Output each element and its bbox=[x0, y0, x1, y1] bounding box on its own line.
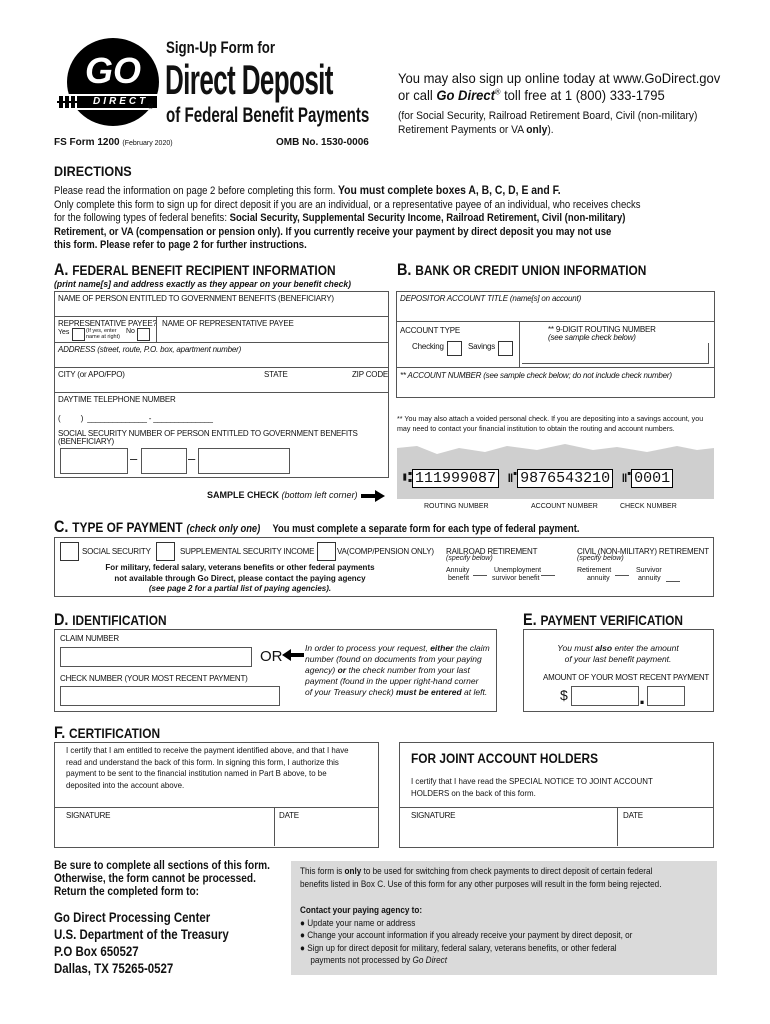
section-f-title: CERTIFICATION bbox=[69, 725, 161, 741]
amount-decimal: . bbox=[639, 684, 646, 709]
railroad-specify: (specify below) bbox=[446, 555, 493, 562]
signature-label: SIGNATURE bbox=[66, 811, 111, 820]
military-note-2: not available through Go Direct, please contact the paying agency bbox=[114, 573, 366, 583]
contact-agency bbox=[300, 905, 632, 968]
online-note2 bbox=[398, 124, 554, 136]
rr-unemp-field[interactable] bbox=[541, 575, 555, 576]
rep-no-label: No bbox=[126, 328, 135, 335]
bullet-icon: ● bbox=[300, 930, 308, 941]
rr-annuity-field[interactable] bbox=[473, 575, 487, 576]
va-label: VA(COMP/PENSION ONLY) bbox=[337, 547, 434, 556]
depositor-title-field[interactable] bbox=[396, 321, 714, 322]
address-line-2: U.S. Department of the Treasury bbox=[54, 927, 229, 942]
footer-line-1: Be sure to complete all sections of this form. bbox=[54, 860, 270, 872]
state-label: STATE bbox=[264, 370, 288, 379]
online-or-call: or call bbox=[398, 87, 437, 103]
directions-p3a: for the following types of federal benefits: bbox=[54, 212, 230, 225]
ssn-dash2: – bbox=[188, 451, 196, 466]
section-a-subtitle: (print name[s] and address exactly as they appear on your benefit check) bbox=[54, 279, 351, 290]
cert-line-3: payment to be sent to the financial institution named in Part B above, to be bbox=[66, 768, 327, 778]
amount-dollars-field[interactable] bbox=[571, 686, 639, 706]
footer-line-2: Otherwise, the form cannot be processed. bbox=[54, 873, 256, 885]
check-micr-line bbox=[403, 470, 673, 487]
section-a-letter: A. bbox=[54, 260, 69, 279]
contact-item-1-text: Update your name or address bbox=[307, 917, 416, 929]
id-note-3b: or bbox=[337, 665, 347, 675]
arrow-left-icon bbox=[282, 648, 304, 666]
zip-label: ZIP CODE bbox=[352, 370, 389, 379]
go-direct-logo bbox=[55, 36, 165, 128]
rep-payee-row-line bbox=[54, 342, 388, 343]
bullet-icon: ● bbox=[300, 942, 308, 954]
id-note-3a: agency) bbox=[305, 665, 338, 675]
section-c-letter: C. bbox=[54, 517, 69, 536]
sample-check-label bbox=[207, 490, 358, 500]
check-routing-value: 111999087 bbox=[412, 469, 499, 488]
military-note-1: For military, federal salary, veterans benefits or other federal payments bbox=[105, 563, 375, 572]
contact-heading: Contact your paying agency to: bbox=[300, 905, 423, 916]
directions-line5: this form. Please refer to page 2 for further instructions. bbox=[54, 239, 307, 252]
date-field[interactable] bbox=[276, 822, 376, 844]
caption-check: CHECK NUMBER bbox=[620, 503, 677, 510]
ssn-part2[interactable] bbox=[141, 448, 187, 474]
rep-divider bbox=[156, 316, 157, 342]
section-e-letter: E. bbox=[523, 610, 537, 629]
phone-field[interactable]: ( ) ______________ - ______________ bbox=[58, 414, 213, 423]
section-e-header bbox=[523, 610, 683, 630]
routing-divider bbox=[519, 321, 520, 367]
address-line-1: Go Direct Processing Center bbox=[54, 910, 211, 925]
social-security-checkbox[interactable] bbox=[60, 542, 79, 561]
logo-direct-text: DIRECT bbox=[93, 96, 149, 107]
directions-body bbox=[54, 184, 641, 253]
title-line1: Sign-Up Form for bbox=[166, 38, 276, 57]
ssn-part3[interactable] bbox=[198, 448, 290, 474]
rr-benefit-label: benefit bbox=[448, 575, 470, 582]
mailing-address bbox=[54, 909, 229, 977]
omb-number: OMB No. 1530-0006 bbox=[276, 137, 369, 148]
rep-no-checkbox[interactable] bbox=[137, 328, 150, 341]
city-row-line bbox=[54, 392, 388, 393]
online-reg: ® bbox=[494, 87, 501, 97]
civ-retire-field[interactable] bbox=[615, 575, 629, 576]
online-note1: (for Social Security, Railroad Retirement Board, Civil (non-military) bbox=[398, 110, 698, 122]
micr-symbol-2: ⑈ bbox=[508, 470, 518, 487]
online-line1: You may also sign up online today at www.GoDirect.gov bbox=[398, 70, 721, 86]
rep-yes-checkbox[interactable] bbox=[72, 328, 85, 341]
joint-signature-label: SIGNATURE bbox=[411, 811, 456, 820]
amount-cents-field[interactable] bbox=[647, 686, 685, 706]
contact-go-direct: Go Direct bbox=[412, 955, 448, 966]
section-d-letter: D. bbox=[54, 610, 69, 629]
check-number-value: 0001 bbox=[631, 469, 673, 488]
arrow-right-icon bbox=[361, 489, 385, 507]
sample-check-image bbox=[397, 440, 714, 499]
railroad-label: RAILROAD RETIREMENT bbox=[446, 547, 538, 556]
joint-text bbox=[411, 776, 653, 799]
joint-date-field[interactable] bbox=[619, 822, 711, 844]
pv-note-1 bbox=[523, 643, 713, 654]
online-note2-only: only bbox=[526, 124, 548, 136]
section-c-title: TYPE OF PAYMENT bbox=[72, 519, 183, 535]
beneficiary-name-field[interactable] bbox=[54, 316, 388, 317]
contact-item-3-text: Sign up for direct deposit for military, federal salary, veterans benefits, or other federal bbox=[307, 942, 617, 954]
section-f-letter: F. bbox=[54, 723, 66, 742]
section-b-letter: B. bbox=[397, 260, 412, 279]
sample-check-text: SAMPLE CHECK bbox=[207, 490, 280, 500]
directions-line1 bbox=[54, 184, 641, 199]
account-number-label: ** ACCOUNT NUMBER (see sample check below; do not include check number) bbox=[400, 371, 672, 380]
section-b-title: BANK OR CREDIT UNION INFORMATION bbox=[415, 262, 647, 278]
contact-item-2 bbox=[300, 930, 632, 943]
routing-label: ** 9-DIGIT ROUTING NUMBER bbox=[548, 325, 656, 334]
amount-label: AMOUNT OF YOUR MOST RECENT PAYMENT bbox=[543, 673, 710, 682]
id-note-1c: the claim bbox=[453, 643, 490, 653]
identification-note bbox=[305, 643, 490, 698]
date-label: DATE bbox=[279, 811, 299, 820]
rep-yes-note: (If yes, enter name at right) bbox=[86, 328, 120, 340]
online-note2-a: Retirement Payments or VA bbox=[398, 124, 527, 136]
joint-line-2: HOLDERS on the back of this form. bbox=[411, 787, 536, 798]
notice-1a: This form is bbox=[300, 866, 345, 877]
directions-heading: DIRECTIONS bbox=[54, 163, 132, 179]
civil-label: CIVIL (NON-MILITARY) RETIREMENT bbox=[577, 547, 709, 556]
section-c-note: You must complete a separate form for each type of federal payment. bbox=[272, 523, 580, 535]
rr-unemp-label: Unemployment bbox=[494, 567, 542, 574]
pv-note-1b: also bbox=[595, 643, 613, 653]
online-go-direct: Go Direct bbox=[436, 87, 495, 103]
checking-label: Checking bbox=[412, 342, 444, 351]
contact-item-3b bbox=[300, 955, 632, 968]
rep-payee-name-label: NAME OF REPRESENTATIVE PAYEE bbox=[162, 319, 294, 328]
payment-verify-note bbox=[523, 643, 713, 665]
cert-sig-divider bbox=[274, 807, 275, 846]
depositor-title-label: DEPOSITOR ACCOUNT TITLE (name[s] on account) bbox=[400, 294, 582, 303]
military-note bbox=[100, 563, 380, 595]
ssn-label-2: (BENEFICIARY) bbox=[58, 437, 114, 446]
checking-checkbox[interactable] bbox=[447, 341, 462, 356]
rep-payee-label: REPRESENTATIVE PAYEE? bbox=[58, 319, 157, 328]
beneficiary-name-label: NAME OF PERSON ENTITLED TO GOVERNMENT BENEFITS (BENEFICIARY) bbox=[58, 294, 334, 303]
cert-line-1: I certify that I am entitled to receive the payment identified above, and that I have bbox=[66, 745, 349, 755]
section-a-title: FEDERAL BENEFIT RECIPIENT INFORMATION bbox=[72, 262, 336, 278]
check-number-field[interactable] bbox=[60, 686, 280, 706]
directions-line2: Only complete this form to sign up for direct deposit if you are an individual, or a representative payee of an individual, who receives checks bbox=[54, 198, 641, 211]
joint-title: FOR JOINT ACCOUNT HOLDERS bbox=[411, 751, 598, 766]
address-label: ADDRESS (street, route, P.O. box, apartment number) bbox=[58, 345, 242, 354]
form-number-text: FS Form 1200 bbox=[54, 137, 120, 148]
routing-field[interactable] bbox=[522, 343, 709, 364]
contact-item-2-text: Change your account information if you already receive your payment by direct deposit, or bbox=[307, 930, 633, 941]
caption-routing: ROUTING NUMBER bbox=[424, 503, 489, 510]
contact-item-3b-text: payments not processed by bbox=[310, 955, 413, 966]
joint-date-label: DATE bbox=[623, 811, 643, 820]
pv-note-2: of your last benefit payment. bbox=[564, 654, 672, 664]
id-note-3 bbox=[305, 665, 490, 676]
contact-item-3 bbox=[300, 943, 632, 956]
address-field[interactable] bbox=[54, 367, 388, 368]
id-note-1 bbox=[305, 643, 490, 654]
logo-trademark: ® bbox=[148, 104, 154, 111]
logo-go-text: GO bbox=[85, 50, 142, 91]
notice-line-2: benefits listed in Box C. Use of this form for any other purposes will result in the form being rejected. bbox=[300, 878, 662, 890]
directions-p3b: Social Security, Supplemental Security Income, Railroad Retirement, Civil (non-military) bbox=[229, 212, 626, 225]
section-e-title: PAYMENT VERIFICATION bbox=[540, 612, 684, 628]
routing-note: (see sample check below) bbox=[548, 333, 636, 342]
va-checkbox[interactable] bbox=[317, 542, 336, 561]
civ-survivor-label: Survivor bbox=[636, 567, 662, 574]
joint-signature-field[interactable] bbox=[401, 822, 615, 844]
savings-label: Savings bbox=[468, 342, 496, 351]
bullet-icon: ● bbox=[300, 917, 308, 929]
id-note-1b: either bbox=[430, 643, 454, 653]
rr-survivor-label: survivor benefit bbox=[492, 575, 540, 582]
civ-annuity2-label: annuity bbox=[638, 575, 661, 582]
certification-text bbox=[66, 745, 349, 791]
ssn-dash1: – bbox=[130, 451, 138, 466]
id-note-1a: In order to process your request, bbox=[305, 643, 431, 653]
cert-line-4: deposited into the account above. bbox=[66, 779, 185, 790]
id-note-3c: the check number from your last bbox=[346, 665, 470, 675]
form-number bbox=[54, 137, 173, 148]
check-note-2: may need to contact your financial institution to obtain the routing and account numbers. bbox=[397, 424, 675, 433]
form-date: (February 2020) bbox=[122, 140, 173, 147]
micr-symbol-1: ⑆ bbox=[403, 470, 413, 487]
account-type-label: ACCOUNT TYPE bbox=[400, 326, 460, 335]
sample-check-note: (bottom left corner) bbox=[281, 490, 358, 500]
directions-line4: Retirement, or VA (compensation or pension only). If you currently receive your payment by direct deposit you may not use bbox=[54, 225, 612, 238]
joint-sig-line bbox=[399, 807, 713, 808]
id-note-5b: must be entered bbox=[396, 687, 462, 697]
online-phone: toll free at 1 (800) 333-1795 bbox=[500, 87, 665, 103]
military-note-3: (see page 2 for a partial list of paying agencies). bbox=[148, 584, 332, 593]
micr-symbol-3: ⑈ bbox=[622, 470, 632, 487]
phone-label: DAYTIME TELEPHONE NUMBER bbox=[58, 395, 176, 404]
address-line-3: P.O Box 650527 bbox=[54, 944, 139, 959]
joint-sig-divider bbox=[617, 807, 618, 846]
online-line2 bbox=[398, 87, 665, 103]
civ-retire-label: Retirement bbox=[577, 567, 612, 574]
id-note-4: payment (found in the upper right-hand corner bbox=[305, 676, 479, 686]
id-note-2: number (found on documents from your paying bbox=[305, 654, 482, 664]
section-c-only: (check only one) bbox=[186, 523, 261, 535]
cert-line-2: read and understand the back of this form. In signing this form, I authorize this bbox=[66, 756, 339, 767]
ssn-label: SOCIAL SECURITY NUMBER OF PERSON ENTITLED TO GOVERNMENT BENEFITS bbox=[58, 429, 358, 438]
check-number-label: CHECK NUMBER (YOUR MOST RECENT PAYMENT) bbox=[60, 674, 248, 683]
civ-annuity-label: annuity bbox=[587, 575, 610, 582]
civil-specify: (specify below) bbox=[577, 555, 624, 562]
directions-p1b: You must complete boxes A, B, C, D, E and F. bbox=[338, 183, 561, 197]
id-note-5c: at left. bbox=[461, 687, 488, 697]
signature-field[interactable] bbox=[56, 822, 272, 844]
title-line3: of Federal Benefit Payments bbox=[166, 104, 370, 127]
footer-instructions bbox=[54, 860, 270, 899]
directions-p1a: Please read the information on page 2 before completing this form. bbox=[54, 185, 339, 197]
notice-1b: only bbox=[344, 866, 362, 877]
notice-line-1 bbox=[300, 866, 661, 879]
check-account-value: 9876543210 bbox=[517, 469, 613, 488]
notice-1c: to be used for switching from check payments to direct deposit of certain federal bbox=[361, 866, 653, 877]
claim-number-label: CLAIM NUMBER bbox=[60, 634, 119, 643]
id-note-5a: of your Treasury check) bbox=[305, 687, 397, 697]
section-c-header bbox=[54, 517, 579, 537]
online-note2-c: ). bbox=[547, 124, 554, 136]
ssi-label: SUPPLEMENTAL SECURITY INCOME bbox=[180, 547, 315, 556]
savings-checkbox[interactable] bbox=[498, 341, 513, 356]
or-label: OR bbox=[260, 648, 283, 665]
pv-note-1a: You must bbox=[557, 643, 596, 653]
section-f-header bbox=[54, 723, 160, 743]
section-a-header bbox=[54, 260, 336, 280]
civ-survivor-field[interactable] bbox=[666, 581, 680, 582]
city-label: CITY (or APO/FPO) bbox=[58, 370, 125, 379]
rr-annuity-label: Annuity bbox=[446, 567, 470, 574]
section-b-header bbox=[397, 260, 646, 280]
section-d-header bbox=[54, 610, 167, 630]
dollar-sign: $ bbox=[560, 687, 568, 703]
ssi-checkbox[interactable] bbox=[156, 542, 175, 561]
title-line2: Direct Deposit bbox=[165, 56, 333, 103]
contact-item-1 bbox=[300, 918, 632, 931]
social-security-label: SOCIAL SECURITY bbox=[82, 547, 151, 556]
caption-account: ACCOUNT NUMBER bbox=[531, 503, 598, 510]
footer-notice bbox=[300, 866, 661, 891]
claim-number-field[interactable] bbox=[60, 647, 252, 667]
address-line-4: Dallas, TX 75265-0527 bbox=[54, 961, 174, 976]
check-note-1: ** You may also attach a voided personal check. If you are depositing into a savings account, you bbox=[397, 414, 704, 423]
joint-line-1: I certify that I have read the SPECIAL NOTICE TO JOINT ACCOUNT bbox=[411, 776, 653, 786]
account-row-line bbox=[396, 367, 714, 368]
rep-yes-label: Yes bbox=[58, 329, 70, 336]
directions-line3 bbox=[54, 212, 641, 226]
cert-sig-line bbox=[54, 807, 378, 808]
footer-line-3: Return the completed form to: bbox=[54, 886, 200, 898]
ssn-part1[interactable] bbox=[60, 448, 128, 474]
pv-note-1c: enter the amount bbox=[612, 643, 679, 653]
id-note-5 bbox=[305, 687, 490, 698]
section-d-title: IDENTIFICATION bbox=[72, 612, 167, 628]
